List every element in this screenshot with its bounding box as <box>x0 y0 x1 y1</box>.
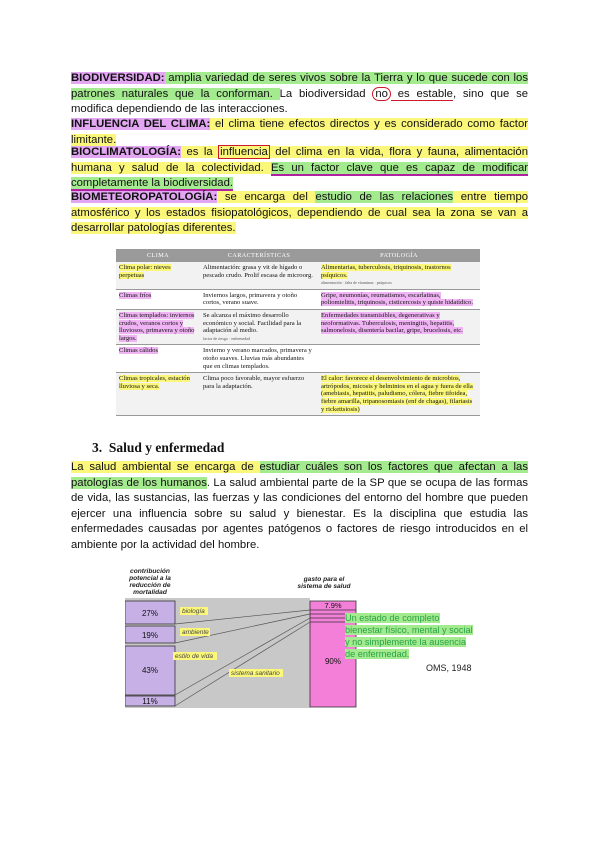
table-row <box>116 345 480 373</box>
table-row <box>116 262 480 289</box>
table-cell: Clima polar: nieves perpetuas <box>119 264 171 279</box>
table-cell: Alimentación: grasa y vit de hígado o pescado crudo. Prolif escasa de microorg. <box>203 264 313 279</box>
table-row <box>116 309 480 344</box>
term-influencia: INFLUENCIA DEL CLIMA: <box>71 118 211 130</box>
table-header-row <box>116 249 480 262</box>
table-cell: Inviernos largos, primavera y otoño cortos, verano suave. <box>203 291 298 307</box>
term-biodiversidad: BIODIVERSIDAD: <box>71 72 165 84</box>
handwritten-note: alimentación · falta de vitaminas · psíquicos <box>321 280 392 286</box>
factor-label: ambiente <box>182 629 209 636</box>
table-header: CARACTERÍSTICAS <box>200 249 318 262</box>
table-cell: Gripe, neumonías, reumatismos, escarlatinas, poliomielitis, triquinosis, cisticercosis y quiste hidatídico. <box>321 291 474 307</box>
quote-text: Un estado de completo bienestar físico, mental y social y no simplemente la ausencia de enfermedad. <box>345 613 473 659</box>
section-title: Salud y enfermedad <box>108 440 225 455</box>
right-value: 7.9% <box>324 601 342 610</box>
paragraph-biometeoropatologia: BIOMETEOROPATOLOGÍA: se encarga del estudio de las relaciones entre tiempo atmosférico y los estados fisiopatológicos, dependiendo de cual sea la zona se van a desarrollar patologías diferentes. <box>71 191 529 234</box>
section-number: 3. <box>92 440 103 455</box>
section-heading <box>92 440 224 456</box>
table-cell: Climas cálidos <box>119 347 159 355</box>
left-value: 43% <box>141 666 159 675</box>
paragraph-influencia: INFLUENCIA DEL CLIMA: el clima tiene efectos directos y es considerado como factor limitante. <box>71 118 528 146</box>
left-value: 27% <box>141 609 159 618</box>
paragraph-bioclimatologia: BIOCLIMATOLOGÍA: es la influencia del clima en la vida, flora y fauna, alimentación humana y salud de la colectividad. Es un factor clave que es capaz de modificar completamente la biodiversidad. <box>71 146 528 189</box>
climate-table <box>116 249 480 416</box>
who-quote <box>345 612 475 660</box>
term-biometeoropatologia: BIOMETEOROPATOLOGÍA: <box>71 191 218 203</box>
table-cell: Se alcanza el máximo desarrollo económico y social. Facilidad para la adaptación al medio. <box>203 311 302 335</box>
table-cell: Climas fríos <box>119 291 152 299</box>
boxed-word: influencia <box>220 146 268 158</box>
table-cell: Climas templados: inviernos crudos, veranos cortos y lluviosos, primavera y otoño largos. <box>119 311 195 342</box>
handwritten-note: factor de riesgo · enfermedad <box>203 335 251 341</box>
table-cell: Alimentarias, tuberculosis, triquinosis, trastornos psíquicos. <box>321 264 451 279</box>
table-cell: Invierno y verano marcados, primavera y otoño suaves. Lluvias más abundantes que en climas templados. <box>203 347 312 370</box>
table-cell: El calor: favorece el desenvolvimiento de microbios, artrópodos, micosis y helmintos en el agua y fuera de ella (amebiasis, hepatitis, paludismo, cólera, fiebre tifoidea, fiebre amarilla, tripanosomiasis (enf de chagas), filariasis y rickettsiosis) <box>321 375 473 413</box>
left-value: 11% <box>142 697 158 706</box>
quote-source: OMS, 1948 <box>426 663 472 673</box>
right-value: 90% <box>324 657 342 666</box>
table-row <box>116 289 480 309</box>
table-cell: Enfermedades transmisibles, degenerativas y neoformativas. Tuberculosis, meningitis, hepatitis, salmonelosis, disentería bacilar, gripe, brucelosis, etc. <box>321 311 463 335</box>
factor-label: biología <box>182 608 205 615</box>
left-value: 19% <box>141 631 159 640</box>
circled-word: no <box>372 87 391 101</box>
paragraph-salud: La salud ambiental se encarga de estudiar cuáles son los factores que afectan a las patologías de los humanos. La salud ambiental parte de la SP que se ocupa de las formas de vida, las sustancias, las fuerzas y las condiciones del entorno del hombre que pueden ejercer una influencia sobre su salud y bienestar. Es la disciplina que estudia las enfermedades causadas por agentes patógenos o factores de riesgo introducidos en el ambiente por la actividad del hombre. <box>71 461 528 551</box>
diagram-left-title: contribución potencial a la reducción de mortalidad <box>129 568 171 596</box>
table-row <box>116 373 480 416</box>
diagram-right-title: gasto para el sistema de salud <box>297 576 351 590</box>
table-cell: Climas tropicales, estación lluviosa y seca. <box>119 375 190 390</box>
factor-label: sistema sanitario <box>231 670 280 677</box>
factor-label: estilo de vida <box>175 653 213 660</box>
paragraph-biodiversidad: BIODIVERSIDAD: amplia variedad de seres vivos sobre la Tierra y lo que sucede con los patrones naturales que la conforman. La biodiversidad no es estable, sino que se modifica dependiendo de las interacciones. <box>71 72 528 115</box>
table-cell: Clima poco favorable, mayor esfuerzo para la adaptación. <box>203 375 305 390</box>
table-header: CLIMA <box>116 249 200 262</box>
term-bioclimatologia: BIOCLIMATOLOGÍA: <box>71 146 182 158</box>
table-header: PATOLOGÍA <box>318 249 480 262</box>
